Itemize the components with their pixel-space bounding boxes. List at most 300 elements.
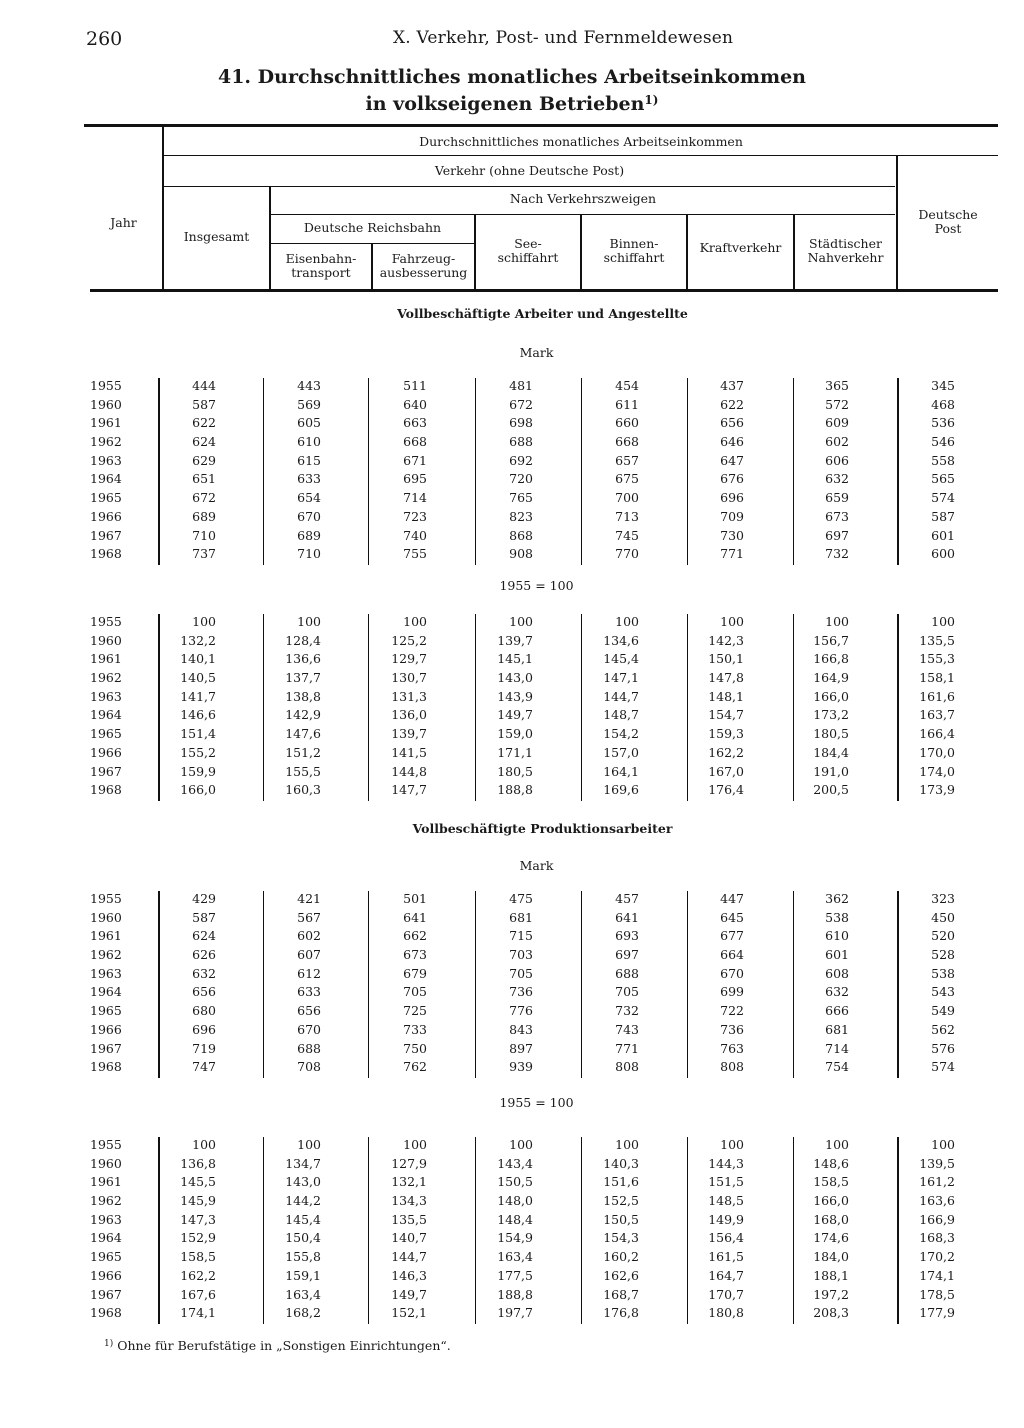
data-block: [86, 891, 986, 1078]
value-cell: 763: [720, 1040, 744, 1056]
value-cell: 567: [297, 909, 321, 925]
value-cell: 167,6: [180, 1286, 216, 1302]
value-cell: 197,2: [813, 1286, 849, 1302]
value-cell: 692: [509, 452, 533, 468]
value-cell: 152,5: [603, 1193, 639, 1209]
value-cell: 939: [509, 1059, 533, 1075]
value-cell: 174,1: [919, 1267, 955, 1283]
value-cell: 161,2: [919, 1174, 955, 1190]
table-row: [86, 509, 986, 528]
year-cell: 1968: [90, 782, 122, 798]
column-separator: [897, 378, 899, 565]
value-cell: 569: [297, 396, 321, 412]
header-rule-reichsbahn: [270, 243, 475, 244]
header-eisenbahn-l1: Eisenbahn-: [285, 251, 357, 266]
value-cell: 166,0: [180, 782, 216, 798]
value-cell: 100: [509, 614, 533, 629]
value-cell: 151,2: [285, 744, 321, 760]
column-separator: [475, 891, 476, 1078]
value-cell: 160,3: [285, 782, 321, 798]
column-separator: [793, 891, 794, 1078]
year-cell: 1964: [90, 471, 122, 487]
value-cell: 457: [615, 891, 639, 906]
header-see-l2: schiffahrt: [497, 250, 559, 265]
column-separator: [581, 1137, 582, 1324]
header-binnen-l1: Binnen-: [609, 236, 659, 251]
data-block: [86, 614, 986, 801]
table-row: [86, 490, 986, 509]
table-row: [86, 928, 986, 947]
table-row: [86, 633, 986, 652]
value-cell: 632: [825, 471, 849, 487]
value-cell: 146,3: [391, 1267, 427, 1283]
value-cell: 149,7: [497, 707, 533, 723]
value-cell: 154,9: [497, 1230, 533, 1246]
value-cell: 607: [297, 947, 321, 963]
header-binnenschiffahrt: [582, 237, 686, 265]
value-cell: 208,3: [813, 1305, 849, 1321]
value-cell: 651: [192, 471, 216, 487]
value-cell: 176,4: [708, 782, 744, 798]
value-cell: 546: [931, 434, 955, 450]
value-cell: 647: [720, 452, 744, 468]
value-cell: 720: [509, 471, 533, 487]
footnote-mark: 1): [104, 1339, 114, 1349]
value-cell: 174,6: [813, 1230, 849, 1246]
value-cell: 475: [509, 891, 533, 906]
value-cell: 166,8: [813, 651, 849, 667]
value-cell: 155,5: [285, 763, 321, 779]
value-cell: 695: [403, 471, 427, 487]
column-separator: [581, 614, 582, 801]
value-cell: 672: [192, 490, 216, 506]
value-cell: 155,3: [919, 651, 955, 667]
value-cell: 587: [931, 508, 955, 524]
value-cell: 149,9: [708, 1211, 744, 1227]
value-cell: 139,7: [497, 632, 533, 648]
value-cell: 188,8: [497, 782, 533, 798]
value-cell: 100: [825, 614, 849, 629]
value-cell: 697: [825, 527, 849, 543]
value-cell: 159,3: [708, 726, 744, 742]
value-cell: 147,3: [180, 1211, 216, 1227]
value-cell: 145,4: [603, 651, 639, 667]
value-cell: 164,9: [813, 670, 849, 686]
value-cell: 737: [192, 546, 216, 562]
footnote: [104, 1338, 451, 1353]
value-cell: 148,0: [497, 1193, 533, 1209]
value-cell: 159,9: [180, 763, 216, 779]
value-cell: 139,7: [391, 726, 427, 742]
year-cell: 1963: [90, 688, 122, 704]
header-bottom-rule: [90, 289, 998, 292]
value-cell: 722: [720, 1003, 744, 1019]
value-cell: 520: [931, 928, 955, 944]
value-cell: 160,2: [603, 1249, 639, 1265]
value-cell: 681: [825, 1021, 849, 1037]
column-separator: [897, 614, 899, 801]
column-separator: [793, 1137, 794, 1324]
value-cell: 662: [403, 928, 427, 944]
value-cell: 670: [297, 508, 321, 524]
value-cell: 184,4: [813, 744, 849, 760]
value-cell: 808: [720, 1059, 744, 1075]
value-cell: 145,5: [180, 1174, 216, 1190]
value-cell: 163,6: [919, 1193, 955, 1209]
value-cell: 129,7: [391, 651, 427, 667]
value-cell: 150,5: [603, 1211, 639, 1227]
table-row: [86, 415, 986, 434]
year-cell: 1966: [90, 1267, 122, 1283]
value-cell: 151,4: [180, 726, 216, 742]
value-cell: 677: [720, 928, 744, 944]
table-row: [86, 546, 986, 565]
value-cell: 770: [615, 546, 639, 562]
value-cell: 468: [931, 396, 955, 412]
column-separator: [158, 614, 160, 801]
value-cell: 146,6: [180, 707, 216, 723]
value-cell: 688: [297, 1040, 321, 1056]
value-cell: 176,8: [603, 1305, 639, 1321]
value-cell: 140,3: [603, 1155, 639, 1171]
value-cell: 191,0: [813, 763, 849, 779]
table-row: [86, 434, 986, 453]
table-row: [86, 453, 986, 472]
column-separator: [793, 614, 794, 801]
header-seeschiffahrt: [476, 237, 580, 265]
column-separator: [263, 891, 264, 1078]
value-cell: 615: [297, 452, 321, 468]
header-rule-verkehr: [163, 186, 895, 187]
year-cell: 1967: [90, 1286, 122, 1302]
header-binnen-l2: schiffahrt: [603, 250, 665, 265]
value-cell: 743: [615, 1021, 639, 1037]
value-cell: 754: [825, 1059, 849, 1075]
table-row: [86, 966, 986, 985]
value-cell: 132,1: [391, 1174, 427, 1190]
value-cell: 139,5: [919, 1155, 955, 1171]
year-cell: 1955: [90, 1137, 122, 1152]
year-cell: 1960: [90, 396, 122, 412]
value-cell: 703: [509, 947, 533, 963]
value-cell: 624: [192, 928, 216, 944]
table-row: [86, 1022, 986, 1041]
year-cell: 1961: [90, 1174, 122, 1190]
value-cell: 100: [931, 614, 955, 629]
value-cell: 132,2: [180, 632, 216, 648]
table-row: [86, 1041, 986, 1060]
value-cell: 605: [297, 415, 321, 431]
table-row: [86, 528, 986, 547]
value-cell: 719: [192, 1040, 216, 1056]
column-separator: [368, 614, 369, 801]
value-cell: 135,5: [919, 632, 955, 648]
value-cell: 177,9: [919, 1305, 955, 1321]
value-cell: 163,7: [919, 707, 955, 723]
table-row: [86, 1137, 986, 1156]
value-cell: 626: [192, 947, 216, 963]
value-cell: 730: [720, 527, 744, 543]
header-fahrzeug-l2: ausbesserung: [379, 265, 468, 280]
header-jahr: Jahr: [110, 215, 137, 230]
value-cell: 538: [825, 909, 849, 925]
value-cell: 670: [297, 1021, 321, 1037]
value-cell: 629: [192, 452, 216, 468]
value-cell: 543: [931, 984, 955, 1000]
value-cell: 657: [615, 452, 639, 468]
header-deutsche-reichsbahn: Deutsche Reichsbahn: [303, 220, 442, 235]
value-cell: 689: [192, 508, 216, 524]
value-cell: 188,1: [813, 1267, 849, 1283]
table-row: [86, 764, 986, 783]
value-cell: 158,1: [919, 670, 955, 686]
value-cell: 167,0: [708, 763, 744, 779]
value-cell: 188,8: [497, 1286, 533, 1302]
value-cell: 622: [192, 415, 216, 431]
value-cell: 699: [720, 984, 744, 1000]
value-cell: 645: [720, 909, 744, 925]
year-cell: 1955: [90, 378, 122, 393]
value-cell: 148,7: [603, 707, 639, 723]
value-cell: 134,3: [391, 1193, 427, 1209]
value-cell: 632: [192, 965, 216, 981]
value-cell: 908: [509, 546, 533, 562]
year-cell: 1966: [90, 744, 122, 760]
value-cell: 666: [825, 1003, 849, 1019]
year-cell: 1964: [90, 707, 122, 723]
value-cell: 180,8: [708, 1305, 744, 1321]
value-cell: 345: [931, 378, 955, 393]
column-separator: [687, 614, 688, 801]
value-cell: 143,0: [285, 1174, 321, 1190]
year-cell: 1968: [90, 1059, 122, 1075]
value-cell: 147,8: [708, 670, 744, 686]
value-cell: 137,7: [285, 670, 321, 686]
column-separator: [475, 378, 476, 565]
value-cell: 131,3: [391, 688, 427, 704]
value-cell: 656: [297, 1003, 321, 1019]
value-cell: 723: [403, 508, 427, 524]
value-cell: 150,1: [708, 651, 744, 667]
value-cell: 155,8: [285, 1249, 321, 1265]
value-cell: 736: [509, 984, 533, 1000]
value-cell: 740: [403, 527, 427, 543]
unit-label-index: 1955 = 100: [499, 1095, 574, 1110]
value-cell: 696: [720, 490, 744, 506]
value-cell: 159,1: [285, 1267, 321, 1283]
value-cell: 163,4: [285, 1286, 321, 1302]
value-cell: 501: [403, 891, 427, 906]
value-cell: 365: [825, 378, 849, 393]
value-cell: 654: [297, 490, 321, 506]
value-cell: 681: [509, 909, 533, 925]
year-cell: 1963: [90, 965, 122, 981]
value-cell: 200,5: [813, 782, 849, 798]
value-cell: 166,0: [813, 688, 849, 704]
value-cell: 180,5: [497, 763, 533, 779]
value-cell: 144,2: [285, 1193, 321, 1209]
value-cell: 565: [931, 471, 955, 487]
header-rule-nach: [270, 214, 895, 215]
value-cell: 609: [825, 415, 849, 431]
table-row: [86, 984, 986, 1003]
value-cell: 713: [615, 508, 639, 524]
value-cell: 679: [403, 965, 427, 981]
year-cell: 1963: [90, 1211, 122, 1227]
value-cell: 100: [825, 1137, 849, 1152]
table-row: [86, 1174, 986, 1193]
value-cell: 127,9: [391, 1155, 427, 1171]
data-block: [86, 1137, 986, 1324]
value-cell: 142,9: [285, 707, 321, 723]
value-cell: 162,6: [603, 1267, 639, 1283]
value-cell: 141,5: [391, 744, 427, 760]
value-cell: 715: [509, 928, 533, 944]
column-separator: [897, 891, 899, 1078]
value-cell: 128,4: [285, 632, 321, 648]
column-separator: [263, 1137, 264, 1324]
value-cell: 168,0: [813, 1211, 849, 1227]
value-cell: 362: [825, 891, 849, 906]
value-cell: 156,7: [813, 632, 849, 648]
value-cell: 732: [615, 1003, 639, 1019]
value-cell: 197,7: [497, 1305, 533, 1321]
value-cell: 149,7: [391, 1286, 427, 1302]
year-cell: 1968: [90, 1305, 122, 1321]
value-cell: 144,3: [708, 1155, 744, 1171]
value-cell: 162,2: [180, 1267, 216, 1283]
value-cell: 646: [720, 434, 744, 450]
value-cell: 174,0: [919, 763, 955, 779]
column-separator: [158, 378, 160, 565]
value-cell: 606: [825, 452, 849, 468]
year-cell: 1963: [90, 452, 122, 468]
table-row: [86, 670, 986, 689]
table-row: [86, 1268, 986, 1287]
value-cell: 130,7: [391, 670, 427, 686]
value-cell: 670: [720, 965, 744, 981]
value-cell: 150,4: [285, 1230, 321, 1246]
value-cell: 158,5: [813, 1174, 849, 1190]
value-cell: 143,0: [497, 670, 533, 686]
value-cell: 163,4: [497, 1249, 533, 1265]
value-cell: 705: [403, 984, 427, 1000]
value-cell: 151,5: [708, 1174, 744, 1190]
value-cell: 771: [615, 1040, 639, 1056]
year-cell: 1965: [90, 1003, 122, 1019]
data-block: [86, 378, 986, 565]
table-row: [86, 1287, 986, 1306]
value-cell: 140,7: [391, 1230, 427, 1246]
year-cell: 1964: [90, 1230, 122, 1246]
value-cell: 166,9: [919, 1211, 955, 1227]
year-cell: 1967: [90, 527, 122, 543]
value-cell: 714: [403, 490, 427, 506]
value-cell: 698: [509, 415, 533, 431]
table-row: [86, 782, 986, 801]
page-number: 260: [86, 28, 123, 50]
column-separator: [897, 1137, 899, 1324]
value-cell: 170,0: [919, 744, 955, 760]
value-cell: 100: [297, 1137, 321, 1152]
value-cell: 622: [720, 396, 744, 412]
value-cell: 656: [192, 984, 216, 1000]
value-cell: 100: [403, 614, 427, 629]
value-cell: 538: [931, 965, 955, 981]
value-cell: 184,0: [813, 1249, 849, 1265]
year-cell: 1961: [90, 651, 122, 667]
value-cell: 164,1: [603, 763, 639, 779]
value-cell: 168,3: [919, 1230, 955, 1246]
value-cell: 823: [509, 508, 533, 524]
value-cell: 144,7: [603, 688, 639, 704]
value-cell: 134,7: [285, 1155, 321, 1171]
section-heading-arbeiter-angestellte: Vollbeschäftigte Arbeiter und Angestellte: [397, 306, 688, 321]
value-cell: 633: [297, 984, 321, 1000]
value-cell: 437: [720, 378, 744, 393]
unit-label-mark: Mark: [519, 858, 554, 873]
value-cell: 148,1: [708, 688, 744, 704]
value-cell: 745: [615, 527, 639, 543]
value-cell: 587: [192, 909, 216, 925]
value-cell: 601: [825, 947, 849, 963]
value-cell: 705: [509, 965, 533, 981]
year-cell: 1962: [90, 434, 122, 450]
value-cell: 750: [403, 1040, 427, 1056]
header-verkehr: Verkehr (ohne Deutsche Post): [434, 163, 625, 178]
value-cell: 148,6: [813, 1155, 849, 1171]
value-cell: 673: [825, 508, 849, 524]
value-cell: 600: [931, 546, 955, 562]
value-cell: 166,4: [919, 726, 955, 742]
value-cell: 100: [931, 1137, 955, 1152]
value-cell: 549: [931, 1003, 955, 1019]
value-cell: 576: [931, 1040, 955, 1056]
column-separator: [368, 378, 369, 565]
header-vrule-jahr: [162, 126, 164, 289]
value-cell: 166,0: [813, 1193, 849, 1209]
year-cell: 1961: [90, 415, 122, 431]
table-row: [86, 745, 986, 764]
header-kraftverkehr: Kraftverkehr: [699, 240, 782, 255]
year-cell: 1968: [90, 546, 122, 562]
value-cell: 155,2: [180, 744, 216, 760]
value-cell: 733: [403, 1021, 427, 1037]
value-cell: 323: [931, 891, 955, 906]
value-cell: 429: [192, 891, 216, 906]
value-cell: 154,7: [708, 707, 744, 723]
value-cell: 776: [509, 1003, 533, 1019]
value-cell: 732: [825, 546, 849, 562]
value-cell: 736: [720, 1021, 744, 1037]
title-footnote-mark: 1): [644, 93, 659, 107]
value-cell: 147,7: [391, 782, 427, 798]
value-cell: 668: [403, 434, 427, 450]
value-cell: 808: [615, 1059, 639, 1075]
table-title-line2-text: in volkseigenen Betrieben: [365, 93, 645, 115]
value-cell: 168,7: [603, 1286, 639, 1302]
year-cell: 1967: [90, 1040, 122, 1056]
value-cell: 173,2: [813, 707, 849, 723]
value-cell: 421: [297, 891, 321, 906]
table-row: [86, 1003, 986, 1022]
table-row: [86, 1249, 986, 1268]
table-row: [86, 1156, 986, 1175]
value-cell: 161,6: [919, 688, 955, 704]
value-cell: 574: [931, 1059, 955, 1075]
column-separator: [158, 1137, 160, 1324]
table-row: [86, 1059, 986, 1078]
